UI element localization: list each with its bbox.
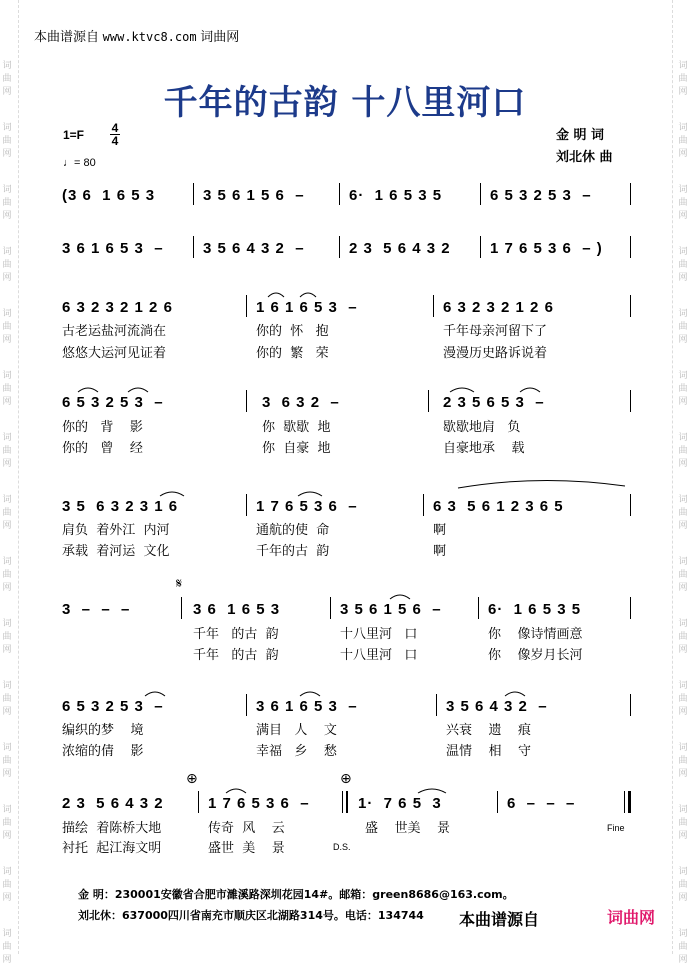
side-watermark-text: 词 曲 网 [678,309,688,345]
side-watermark-text: 词 曲 网 [2,805,12,841]
side-watermark-text: 词 曲 网 [678,805,688,841]
coda-mark: ⊕ [340,771,352,787]
lyric-text: 十八里河 口 [340,648,418,663]
source-site-name: 本曲谱源自 [34,29,100,44]
measure: 2 3 5 6 4 3 2 [349,240,451,257]
lyric-text: 你 自豪 地 [262,441,331,456]
lyric-text: 你 像岁月长河 [488,648,583,663]
staff-row-5 [60,494,635,520]
measure: 2 3 5 6 4 3 2 [62,795,164,812]
lyrics-row-5-verse-1 [60,519,635,537]
lyric-text: 啊 [433,523,447,538]
source-logo-text: 本曲谱源自 [459,910,540,929]
measure: 3 5 6 4 3 2 – [203,240,305,257]
side-watermark-text: 词 曲 网 [678,867,688,903]
lyric-text: 你的 怀 抱 [256,324,329,339]
source-header [34,26,239,45]
lyric-text: 编织的梦 境 [62,723,144,738]
side-watermark-text: 词 曲 网 [2,619,12,655]
lyrics-row-7-verse-2 [60,740,635,758]
side-watermark-text: 词 曲 网 [2,123,12,159]
measure: 6 5 3 2 5 3 – [490,187,592,204]
staff-row-3 [60,295,635,321]
lyrics-row-3-verse-2 [60,342,635,360]
side-watermark-text: 词 曲 网 [2,557,12,593]
source-site-suffix: 词曲网 [200,29,240,44]
side-watermark-text: 词 曲 网 [2,61,12,97]
side-watermark-text: 词 曲 网 [678,495,688,531]
site-logo[interactable]: 词曲网 [607,908,656,927]
lyrics-row-5-verse-2 [60,540,635,558]
measure: 6 3 2 3 2 1 2 6 [443,299,554,316]
lyric-text: 温情 相 守 [446,744,532,759]
key-signature: 1=F [63,128,85,142]
measure: 3 5 6 3 2 3 1 6 [62,498,179,515]
tempo-marking [63,157,96,169]
side-watermark-text: 词 曲 网 [678,619,688,655]
ds-mark: D.S. [333,842,351,852]
side-watermark-text: 词 曲 网 [2,371,12,407]
lyric-text: 衬托 起江海文明 [62,841,162,856]
side-watermark-text: 词 曲 网 [2,929,12,965]
lyric-text: 你的 繁 荣 [256,346,329,361]
measure: 6 3 5 6 1 2 3 6 5 [433,498,564,515]
lyric-text: 浓缩的倩 影 [62,744,144,759]
lyric-text: 满目 人 文 [256,723,337,738]
measure: 1· 7 6 5 3 [358,795,442,812]
lyric-text: 你的 曾 经 [62,441,143,456]
lyric-text: 幸福 乡 愁 [256,744,337,759]
quarter-note-icon: ♩ [63,157,74,169]
measure: 3 6 3 2 – [262,394,340,411]
lyric-text: 你的 背 影 [62,420,143,435]
measure: 3 5 6 1 5 6 – [203,187,305,204]
right-watermark-strip [676,0,690,965]
staff-row-4 [60,390,635,416]
measure: 1 7 6 5 3 6 – [256,498,358,515]
time-signature [110,122,120,147]
side-watermark-text: 词 曲 网 [678,929,688,965]
staff-row-8 [60,791,635,817]
side-watermark-text: 词 曲 网 [2,247,12,283]
measure: 1 7 6 5 3 6 – ) [490,240,603,257]
side-watermark-text: 词 曲 网 [2,433,12,469]
lyric-text: 你 像诗情画意 [488,627,583,642]
lyric-text: 千年 的古 韵 [193,627,279,642]
measure: 6 5 3 2 5 3 – [62,394,164,411]
lyricist-credit: 金 明 词 [556,128,605,143]
tempo-value: = 80 [74,157,96,169]
meter-bottom: 4 [111,134,119,148]
lyric-text: 古老运盐河流淌在 [62,324,167,339]
measure: 6· 1 6 5 3 5 [488,601,582,618]
meter-top: 4 [111,121,119,135]
lyrics-row-6-verse-1 [60,623,635,641]
lyric-text: 你 歇歇 地 [262,420,331,435]
side-watermark-text: 词 曲 网 [2,867,12,903]
side-watermark-text: 词 曲 网 [678,557,688,593]
lyrics-row-3-verse-1 [60,320,635,338]
measure: 3 6 1 6 5 3 [193,601,281,618]
lyric-text: 漫漫历史路诉说着 [443,346,548,361]
side-watermark-text: 词 曲 网 [678,185,688,221]
lyric-text: 自豪地承 载 [443,441,525,456]
lyric-text: 千年的古 韵 [256,544,330,559]
measure: (3 6 1 6 5 3 [62,187,156,204]
measure: 1 6 1 6 5 3 – [256,299,358,316]
lyric-text: 十八里河 口 [340,627,418,642]
side-watermark-text: 词 曲 网 [2,309,12,345]
measure: 3 6 1 6 5 3 – [256,698,358,715]
lyrics-row-4-verse-1 [60,416,635,434]
fine-mark: Fine [607,823,625,833]
lyricist-contact: 金 明：230001安徽省合肥市濉溪路深圳花园14#。邮箱：green8686@163.com。 [78,888,514,901]
composer-credit: 刘北休 曲 [556,150,613,165]
staff-row-2 [60,236,635,262]
side-watermark-text: 词 曲 网 [678,247,688,283]
side-watermark-text: 词 曲 网 [2,681,12,717]
lyrics-row-7-verse-1 [60,719,635,737]
lyrics-row-8-verse-1 [60,817,635,835]
segno-mark: 𝄋 [176,576,183,592]
lyric-text: 通航的使 命 [256,523,330,538]
measure: 1 7 6 5 3 6 – [208,795,310,812]
measure: 3 5 6 1 5 6 – [340,601,442,618]
lyric-text: 盛世 美 景 [208,841,285,856]
side-watermark-text: 词 曲 网 [2,743,12,779]
lyric-text: 承载 着河运 文化 [62,544,170,559]
staff-row-6 [60,597,635,623]
composer-contact: 刘北休：637000四川省南充市顺庆区北湖路314号。电话：134744 [78,909,424,922]
coda-mark: ⊕ [186,771,198,787]
lyric-text: 兴衰 遗 痕 [446,723,532,738]
measure: 3 5 6 4 3 2 – [446,698,548,715]
lyric-text: 千年 的古 韵 [193,648,279,663]
measure: 3 – – – [62,601,131,618]
measure: 6 3 2 3 2 1 2 6 [62,299,173,316]
side-watermark-text: 词 曲 网 [678,433,688,469]
side-watermark-text: 词 曲 网 [678,61,688,97]
source-url[interactable]: www.ktvc8.com [102,30,197,44]
lyric-text: 描绘 着陈桥大地 [62,821,162,836]
lyric-text: 千年母亲河留下了 [443,324,548,339]
staff-row-1 [60,183,635,209]
lyrics-row-4-verse-2 [60,437,635,455]
lyric-text: 歇歇地肩 负 [443,420,521,435]
side-watermark-text: 词 曲 网 [678,123,688,159]
side-watermark-text: 词 曲 网 [678,743,688,779]
lyric-text: 啊 [433,544,447,559]
lyric-text: 肩负 着外江 内河 [62,523,170,538]
measure: 6 – – – [507,795,576,812]
side-watermark-text: 词 曲 网 [2,185,12,221]
measure: 6· 1 6 5 3 5 [349,187,443,204]
side-watermark-text: 词 曲 网 [678,681,688,717]
left-watermark-strip [0,0,14,965]
lyrics-row-6-verse-2 [60,644,635,662]
lyric-text: 传奇 风 云 [208,821,285,836]
measure: 3 6 1 6 5 3 – [62,240,164,257]
side-watermark-text: 词 曲 网 [678,371,688,407]
side-watermark-text: 词 曲 网 [2,495,12,531]
lyric-text: 悠悠大运河见证着 [62,346,167,361]
staff-row-7 [60,694,635,720]
lyric-text: 盛 世美 景 [365,821,451,836]
measure: 2 3 5 6 5 3 – [443,394,545,411]
song-title: 千年的古韵 十八里河口 [163,83,527,123]
measure: 6 5 3 2 5 3 – [62,698,164,715]
